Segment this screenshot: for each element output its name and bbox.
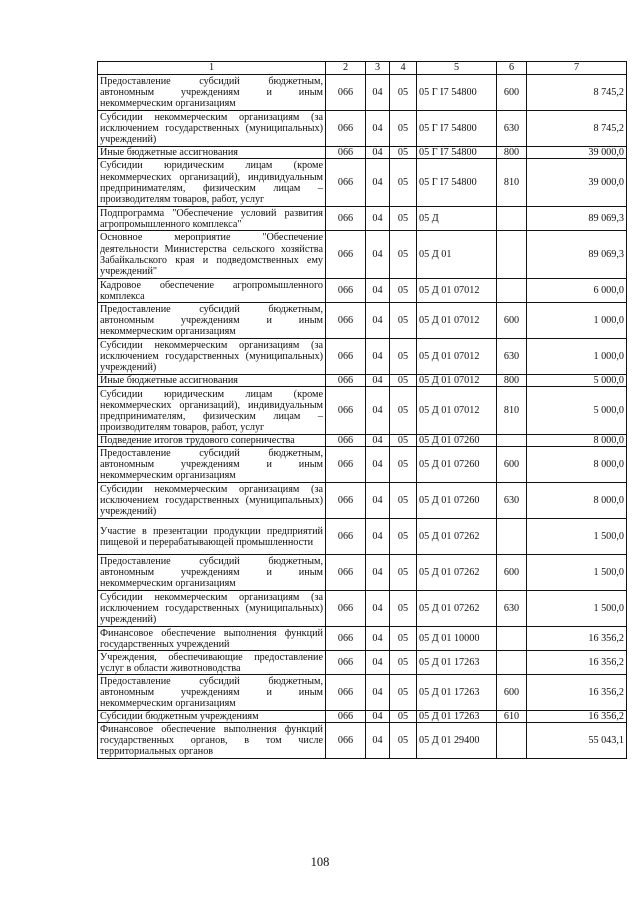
expense-type-cell: 800: [497, 375, 527, 387]
subsection-code-cell: 05: [390, 207, 417, 231]
amount-cell: 8 000,0: [527, 447, 627, 483]
table-row: [98, 711, 627, 723]
row-name-cell: Субсидии некоммерческим организациям (за исключением государственных (муниципальных) учреждений): [98, 483, 326, 519]
ministry-code-cell: 066: [326, 387, 366, 435]
subsection-code-cell: 05: [390, 111, 417, 147]
target-article-cell: 05 Д 01 07260: [417, 483, 497, 519]
ministry-code-cell: 066: [326, 279, 366, 303]
row-name-cell: Подпрограмма "Обеспечение условий развития агропромышленного комплекса": [98, 207, 326, 231]
amount-cell: 39 000,0: [527, 159, 627, 207]
table-row: [98, 723, 627, 759]
subsection-code-cell: 05: [390, 711, 417, 723]
section-code-cell: 04: [366, 711, 390, 723]
amount-cell: 89 069,3: [527, 207, 627, 231]
target-article-cell: 05 Д 01 17263: [417, 675, 497, 711]
section-code-cell: 04: [366, 339, 390, 375]
table-body: [98, 75, 627, 759]
subsection-code-cell: 05: [390, 447, 417, 483]
target-article-cell: 05 Д 01 07012: [417, 387, 497, 435]
row-name-cell: Предоставление субсидий бюджетным, автономным учреждениям и иным некоммерческим организациям: [98, 447, 326, 483]
amount-cell: 8 000,0: [527, 435, 627, 447]
amount-cell: 5 000,0: [527, 387, 627, 435]
subsection-code-cell: 05: [390, 435, 417, 447]
expense-type-cell: [497, 723, 527, 759]
section-code-cell: 04: [366, 75, 390, 111]
amount-cell: 16 356,2: [527, 675, 627, 711]
amount-cell: 16 356,2: [527, 627, 627, 651]
row-name-cell: Финансовое обеспечение выполнения функций государственных органов, в том числе территориальных органов: [98, 723, 326, 759]
column-header: 3: [366, 62, 390, 75]
expense-type-cell: [497, 435, 527, 447]
target-article-cell: 05 Г I7 54800: [417, 75, 497, 111]
row-name-cell: Предоставление субсидий бюджетным, автономным учреждениям и иным некоммерческим организациям: [98, 675, 326, 711]
ministry-code-cell: 066: [326, 207, 366, 231]
section-code-cell: 04: [366, 387, 390, 435]
expense-type-cell: 800: [497, 147, 527, 159]
target-article-cell: 05 Д 01 07260: [417, 435, 497, 447]
table-row: [98, 435, 627, 447]
row-name-cell: Субсидии некоммерческим организациям (за исключением государственных (муниципальных) учреждений): [98, 111, 326, 147]
expense-type-cell: [497, 207, 527, 231]
table-row: [98, 159, 627, 207]
amount-cell: 1 500,0: [527, 591, 627, 627]
expense-type-cell: [497, 519, 527, 555]
ministry-code-cell: 066: [326, 303, 366, 339]
table-row: [98, 651, 627, 675]
target-article-cell: 05 Д: [417, 207, 497, 231]
target-article-cell: 05 Д 01 07262: [417, 519, 497, 555]
target-article-cell: 05 Д 01: [417, 231, 497, 279]
subsection-code-cell: 05: [390, 591, 417, 627]
ministry-code-cell: 066: [326, 627, 366, 651]
row-name-cell: Субсидии юридическим лицам (кроме некоммерческих организаций), индивидуальным предпринимателям, физическим лицам – производителям товаров, работ, услуг: [98, 387, 326, 435]
ministry-code-cell: 066: [326, 675, 366, 711]
row-name-cell: Субсидии бюджетным учреждениям: [98, 711, 326, 723]
table-row: [98, 339, 627, 375]
section-code-cell: 04: [366, 483, 390, 519]
table-row: [98, 387, 627, 435]
amount-cell: 5 000,0: [527, 375, 627, 387]
ministry-code-cell: 066: [326, 375, 366, 387]
subsection-code-cell: 05: [390, 339, 417, 375]
target-article-cell: 05 Д 01 29400: [417, 723, 497, 759]
section-code-cell: 04: [366, 375, 390, 387]
ministry-code-cell: 066: [326, 723, 366, 759]
row-name-cell: Субсидии юридическим лицам (кроме некоммерческих организаций), индивидуальным предпринимателям, физическим лицам – производителям товаров, работ, услуг: [98, 159, 326, 207]
section-code-cell: 04: [366, 723, 390, 759]
ministry-code-cell: 066: [326, 591, 366, 627]
target-article-cell: 05 Г I7 54800: [417, 147, 497, 159]
row-name-cell: Иные бюджетные ассигнования: [98, 147, 326, 159]
expense-type-cell: 630: [497, 483, 527, 519]
amount-cell: 16 356,2: [527, 651, 627, 675]
ministry-code-cell: 066: [326, 75, 366, 111]
section-code-cell: 04: [366, 435, 390, 447]
expense-type-cell: 600: [497, 75, 527, 111]
subsection-code-cell: 05: [390, 147, 417, 159]
subsection-code-cell: 05: [390, 627, 417, 651]
row-name-cell: Финансовое обеспечение выполнения функций государственных учреждений: [98, 627, 326, 651]
expense-type-cell: 600: [497, 447, 527, 483]
section-code-cell: 04: [366, 591, 390, 627]
table-row: [98, 279, 627, 303]
ministry-code-cell: 066: [326, 435, 366, 447]
row-name-cell: Предоставление субсидий бюджетным, автономным учреждениям и иным некоммерческим организациям: [98, 75, 326, 111]
ministry-code-cell: 066: [326, 447, 366, 483]
expense-type-cell: 600: [497, 303, 527, 339]
column-header: 1: [98, 62, 326, 75]
target-article-cell: 05 Д 01 17263: [417, 711, 497, 723]
column-header: 6: [497, 62, 527, 75]
page-number: 108: [310, 855, 330, 869]
ministry-code-cell: 066: [326, 147, 366, 159]
expense-type-cell: 600: [497, 555, 527, 591]
section-code-cell: 04: [366, 279, 390, 303]
table-row: [98, 231, 627, 279]
amount-cell: 1 500,0: [527, 519, 627, 555]
subsection-code-cell: 05: [390, 483, 417, 519]
row-name-cell: Учреждения, обеспечивающие предоставление услуг в области животноводства: [98, 651, 326, 675]
expense-type-cell: 630: [497, 591, 527, 627]
amount-cell: 89 069,3: [527, 231, 627, 279]
column-header: 2: [326, 62, 366, 75]
expense-type-cell: [497, 279, 527, 303]
row-name-cell: Подведение итогов трудового соперничества: [98, 435, 326, 447]
amount-cell: 8 745,2: [527, 111, 627, 147]
section-code-cell: 04: [366, 675, 390, 711]
row-name-cell: Участие в презентации продукции предприятий пищевой и перерабатывающей промышленности: [98, 519, 326, 555]
section-code-cell: 04: [366, 147, 390, 159]
expense-type-cell: [497, 651, 527, 675]
subsection-code-cell: 05: [390, 375, 417, 387]
row-name-cell: Субсидии некоммерческим организациям (за исключением государственных (муниципальных) учреждений): [98, 591, 326, 627]
subsection-code-cell: 05: [390, 651, 417, 675]
expense-type-cell: [497, 627, 527, 651]
table-row: [98, 675, 627, 711]
ministry-code-cell: 066: [326, 159, 366, 207]
subsection-code-cell: 05: [390, 723, 417, 759]
target-article-cell: 05 Г I7 54800: [417, 159, 497, 207]
column-header: 7: [527, 62, 627, 75]
table-row: [98, 375, 627, 387]
ministry-code-cell: 066: [326, 483, 366, 519]
table-row: [98, 207, 627, 231]
amount-cell: 6 000,0: [527, 279, 627, 303]
row-name-cell: Основное мероприятие "Обеспечение деятельности Министерства сельского хозяйства Забайкальского края и подведомственных ему учреждений": [98, 231, 326, 279]
amount-cell: 1 500,0: [527, 555, 627, 591]
ministry-code-cell: 066: [326, 339, 366, 375]
amount-cell: 8 745,2: [527, 75, 627, 111]
table-row: [98, 111, 627, 147]
expense-type-cell: 610: [497, 711, 527, 723]
amount-cell: 39 000,0: [527, 147, 627, 159]
section-code-cell: 04: [366, 303, 390, 339]
table-row: [98, 627, 627, 651]
row-name-cell: Субсидии некоммерческим организациям (за исключением государственных (муниципальных) учреждений): [98, 339, 326, 375]
table-row: [98, 555, 627, 591]
amount-cell: 55 043,1: [527, 723, 627, 759]
table-row: [98, 519, 627, 555]
row-name-cell: Предоставление субсидий бюджетным, автономным учреждениям и иным некоммерческим организациям: [98, 303, 326, 339]
amount-cell: 8 000,0: [527, 483, 627, 519]
target-article-cell: 05 Д 01 07262: [417, 555, 497, 591]
subsection-code-cell: 05: [390, 519, 417, 555]
column-header: 5: [417, 62, 497, 75]
subsection-code-cell: 05: [390, 387, 417, 435]
section-code-cell: 04: [366, 207, 390, 231]
expense-type-cell: 630: [497, 339, 527, 375]
section-code-cell: 04: [366, 651, 390, 675]
expense-type-cell: 630: [497, 111, 527, 147]
subsection-code-cell: 05: [390, 675, 417, 711]
table-row: [98, 303, 627, 339]
column-header: 4: [390, 62, 417, 75]
ministry-code-cell: 066: [326, 711, 366, 723]
subsection-code-cell: 05: [390, 159, 417, 207]
subsection-code-cell: 05: [390, 75, 417, 111]
target-article-cell: 05 Д 01 07012: [417, 303, 497, 339]
subsection-code-cell: 05: [390, 303, 417, 339]
amount-cell: 16 356,2: [527, 711, 627, 723]
subsection-code-cell: 05: [390, 231, 417, 279]
section-code-cell: 04: [366, 555, 390, 591]
table-header-row: [98, 62, 627, 75]
row-name-cell: Предоставление субсидий бюджетным, автономным учреждениям и иным некоммерческим организациям: [98, 555, 326, 591]
table-row: [98, 483, 627, 519]
table-row: [98, 591, 627, 627]
ministry-code-cell: 066: [326, 111, 366, 147]
section-code-cell: 04: [366, 447, 390, 483]
row-name-cell: Кадровое обеспечение агропромышленного комплекса: [98, 279, 326, 303]
target-article-cell: 05 Д 01 07012: [417, 339, 497, 375]
target-article-cell: 05 Д 01 07012: [417, 279, 497, 303]
section-code-cell: 04: [366, 231, 390, 279]
expense-type-cell: 600: [497, 675, 527, 711]
section-code-cell: 04: [366, 519, 390, 555]
target-article-cell: 05 Г I7 54800: [417, 111, 497, 147]
target-article-cell: 05 Д 01 07260: [417, 447, 497, 483]
table-row: [98, 147, 627, 159]
ministry-code-cell: 066: [326, 555, 366, 591]
expense-type-cell: [497, 231, 527, 279]
target-article-cell: 05 Д 01 10000: [417, 627, 497, 651]
target-article-cell: 05 Д 01 17263: [417, 651, 497, 675]
table-row: [98, 447, 627, 483]
target-article-cell: 05 Д 01 07012: [417, 375, 497, 387]
section-code-cell: 04: [366, 159, 390, 207]
target-article-cell: 05 Д 01 07262: [417, 591, 497, 627]
amount-cell: 1 000,0: [527, 339, 627, 375]
expense-type-cell: 810: [497, 159, 527, 207]
subsection-code-cell: 05: [390, 279, 417, 303]
budget-table: [97, 61, 627, 759]
section-code-cell: 04: [366, 627, 390, 651]
amount-cell: 1 000,0: [527, 303, 627, 339]
section-code-cell: 04: [366, 111, 390, 147]
row-name-cell: Иные бюджетные ассигнования: [98, 375, 326, 387]
ministry-code-cell: 066: [326, 231, 366, 279]
table-row: [98, 75, 627, 111]
subsection-code-cell: 05: [390, 555, 417, 591]
ministry-code-cell: 066: [326, 519, 366, 555]
expense-type-cell: 810: [497, 387, 527, 435]
ministry-code-cell: 066: [326, 651, 366, 675]
